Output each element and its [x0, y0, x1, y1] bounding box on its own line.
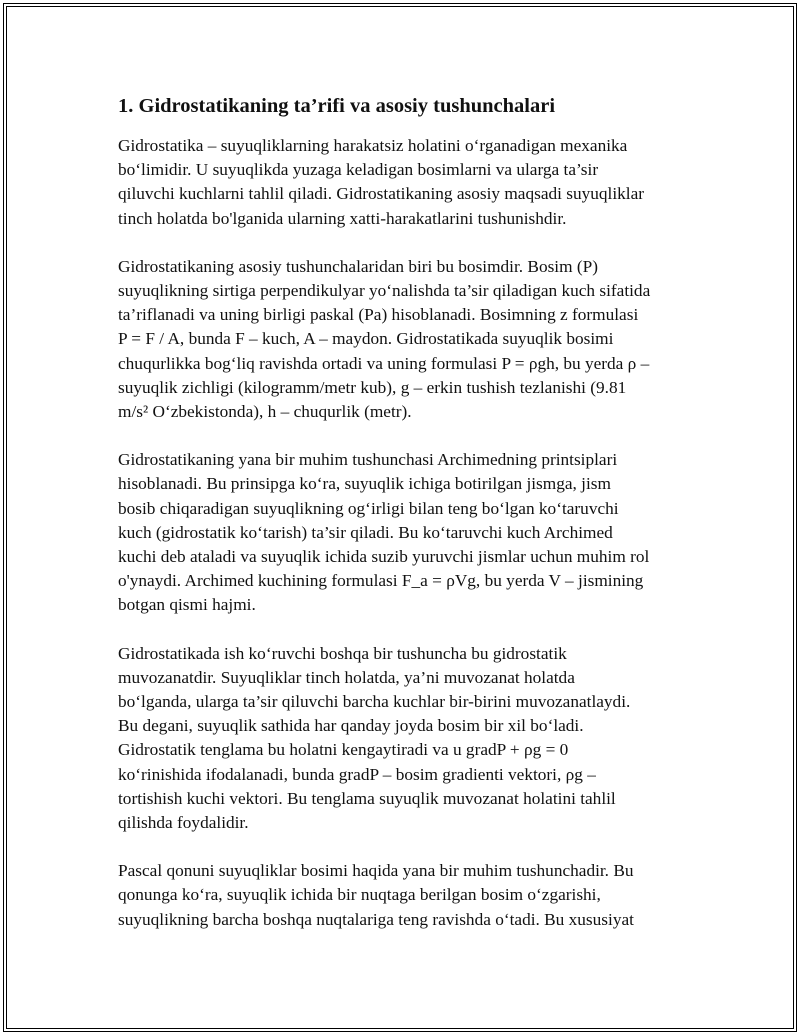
- paragraph-line: tortishish kuchi vektori. Bu tenglama suyuqlik muvozanat holatini tahlil: [118, 788, 616, 808]
- paragraph-line: Gidrostatikada ish ko‘ruvchi boshqa bir tushuncha bu gidrostatik: [118, 643, 567, 663]
- paragraph-line: botgan qismi hajmi.: [118, 595, 256, 615]
- paragraph-line: bo‘lganda, ularga ta’sir qiluvchi barcha kuchlar bir-birini muvozanatlaydi.: [118, 692, 631, 712]
- paragraph-line: ta’riflanadi va uning birligi paskal (Pa) hisoblanadi. Bosimning z formulasi: [118, 305, 639, 325]
- paragraph-line: Gidrostatikaning asosiy tushunchalaridan biri bu bosimdir. Bosim (P): [118, 256, 598, 276]
- paragraph-list: [118, 134, 698, 932]
- paragraph-line: tinch holatda bo'lganida ularning xatti-harakatlarini tushunishdir.: [118, 208, 567, 228]
- paragraph: [118, 134, 698, 231]
- paragraph: [118, 255, 698, 424]
- paragraph-line: kuch (gidrostatik ko‘tarish) ta’sir qiladi. Bu ko‘taruvchi kuch Archimed: [118, 522, 613, 542]
- paragraph-line: Gidrostatikaning yana bir muhim tushunchasi Archimedning printsiplari: [118, 450, 618, 470]
- paragraph-line: hisoblanadi. Bu prinsipga ko‘ra, suyuqlik ichiga botirilgan jismga, jism: [118, 474, 611, 494]
- paragraph-line: ko‘rinishida ifodalanadi, bunda gradP – bosim gradienti vektori, ρg –: [118, 764, 596, 784]
- paragraph-line: suyuqlikning barcha boshqa nuqtalariga teng ravishda o‘tadi. Bu xususiyat: [118, 909, 634, 929]
- paragraph-line: qiluvchi kuchlarni tahlil qiladi. Gidrostatikaning asosiy maqsadi suyuqliklar: [118, 184, 645, 204]
- paragraph: [118, 642, 698, 836]
- paragraph-line: qilishda foydalidir.: [118, 813, 249, 833]
- paragraph: [118, 448, 698, 617]
- document-title: 1. Gidrostatikaning ta’rifi va asosiy tushunchalari: [118, 95, 556, 117]
- document-body: [118, 92, 698, 956]
- paragraph: [118, 859, 698, 932]
- paragraph-line: Bu degani, suyuqlik sathida har qanday joyda bosim bir xil bo‘ladi.: [118, 716, 584, 736]
- paragraph-line: Gidrostatika – suyuqliklarning harakatsiz holatini o‘rganadigan mexanika: [118, 136, 628, 155]
- paragraph-line: qonunga ko‘ra, suyuqlik ichida bir nuqtaga berilgan bosim o‘zgarishi,: [118, 885, 601, 905]
- paragraph-line: suyuqlik zichligi (kilogramm/metr kub), g – erkin tushish tezlanishi (9.81: [118, 377, 627, 397]
- paragraph-line: P = F / A, bunda F – kuch, A – maydon. Gidrostatikada suyuqlik bosimi: [118, 329, 614, 349]
- paragraph-line: Pascal qonuni suyuqliklar bosimi haqida yana bir muhim tushunchadir. Bu: [118, 861, 634, 881]
- paragraph-line: o'ynaydi. Archimed kuchining formulasi F_a = ρVg, bu yerda V – jismining: [118, 571, 644, 591]
- paragraph-line: chuqurlikka bog‘liq ravishda ortadi va uning formulasi P = ρgh, bu yerda ρ –: [118, 353, 650, 373]
- paragraph-line: suyuqlikning sirtiga perpendikulyar yo‘nalishda ta’sir qiladigan kuch sifatida: [118, 281, 651, 301]
- paragraph-line: Gidrostatik tenglama bu holatni kengaytiradi va u gradP + ρg = 0: [118, 740, 569, 760]
- paragraph-line: m/s² O‘zbekistonda), h – chuqurlik (metr).: [118, 402, 412, 422]
- paragraph-line: kuchi deb ataladi va suyuqlik ichida suzib yuruvchi jismlar uchun muhim rol: [118, 547, 650, 567]
- paragraph-line: bo‘limidir. U suyuqlikda yuzaga keladigan bosimlarni va ularga ta’sir: [118, 160, 599, 180]
- paragraph-line: muvozanatdir. Suyuqliklar tinch holatda, ya’ni muvozanat holatda: [118, 667, 575, 687]
- paragraph-line: bosib chiqaradigan suyuqlikning og‘irligi bilan teng bo‘lgan ko‘taruvchi: [118, 498, 619, 518]
